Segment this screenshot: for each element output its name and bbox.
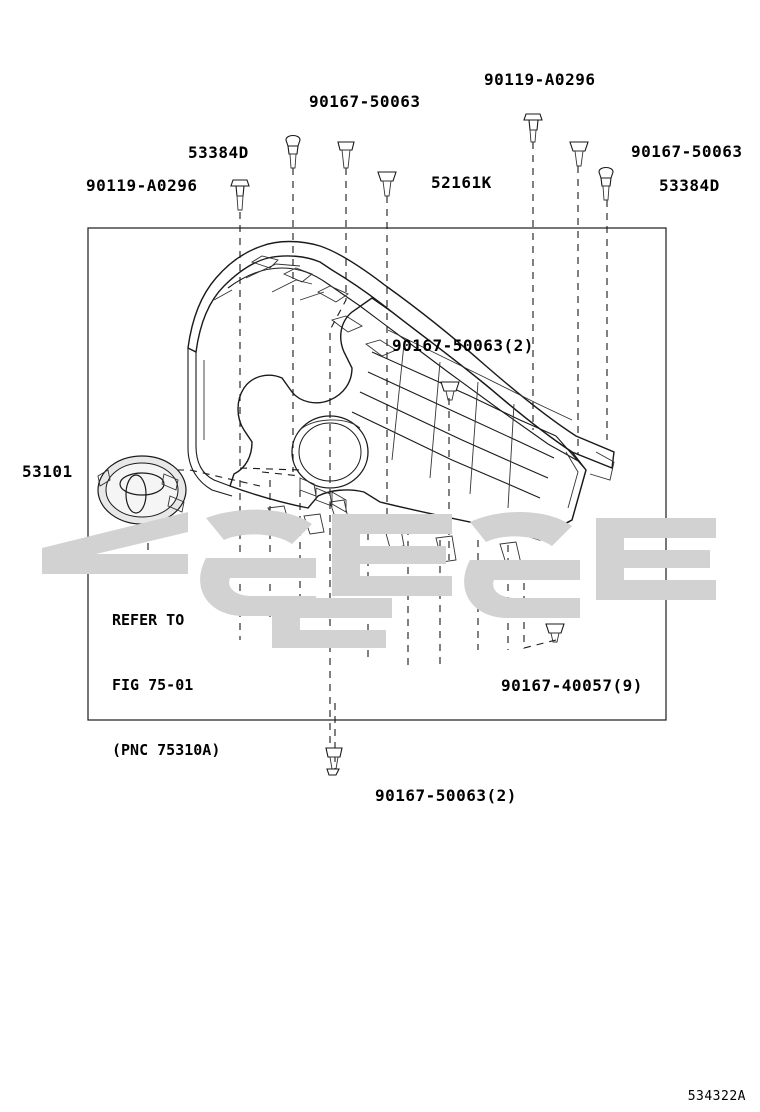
refer-line-1: REFER TO — [112, 610, 185, 629]
callout-53101: 53101 — [22, 462, 73, 481]
fastener-90167-50063-middle — [441, 382, 459, 400]
callout-90167-50063-top: 90167-50063 — [309, 92, 421, 111]
refer-to-note — [112, 566, 220, 805]
emblem-53101 — [98, 456, 186, 538]
callout-90167-50063-bottom: 90167-50063(2) — [375, 786, 517, 805]
fastener-90119-A0296-left — [231, 180, 249, 210]
callout-90119-A0296-left: 90119-A0296 — [86, 176, 198, 195]
fastener-53384D-right — [599, 168, 613, 201]
fastener-90167-50063-bottom — [326, 748, 342, 775]
fastener-90119-A0296-right — [524, 114, 542, 142]
fastener-90167-50063-top — [338, 142, 354, 168]
figure-code: 534322A — [687, 1089, 746, 1104]
fastener-90167-40057 — [546, 624, 564, 642]
callout-90167-50063-right: 90167-50063 — [631, 142, 743, 161]
fastener-53384D-left — [286, 136, 300, 169]
grille-assembly — [188, 242, 614, 571]
callout-90167-40057: 90167-40057(9) — [501, 676, 643, 695]
callout-53384D-right: 53384D — [659, 176, 720, 195]
fastener-90167-50063-right — [570, 142, 588, 166]
refer-line-3: (PNC 75310A) — [112, 741, 221, 759]
callout-90119-A0296-right: 90119-A0296 — [484, 70, 596, 89]
fastener-52161K — [378, 172, 396, 196]
callout-52161K: 52161K — [431, 173, 492, 192]
callout-53384D-left: 53384D — [188, 143, 249, 162]
callout-90167-50063-middle: 90167-50063(2) — [392, 336, 534, 355]
refer-line-2: FIG 75-01 — [112, 675, 194, 694]
